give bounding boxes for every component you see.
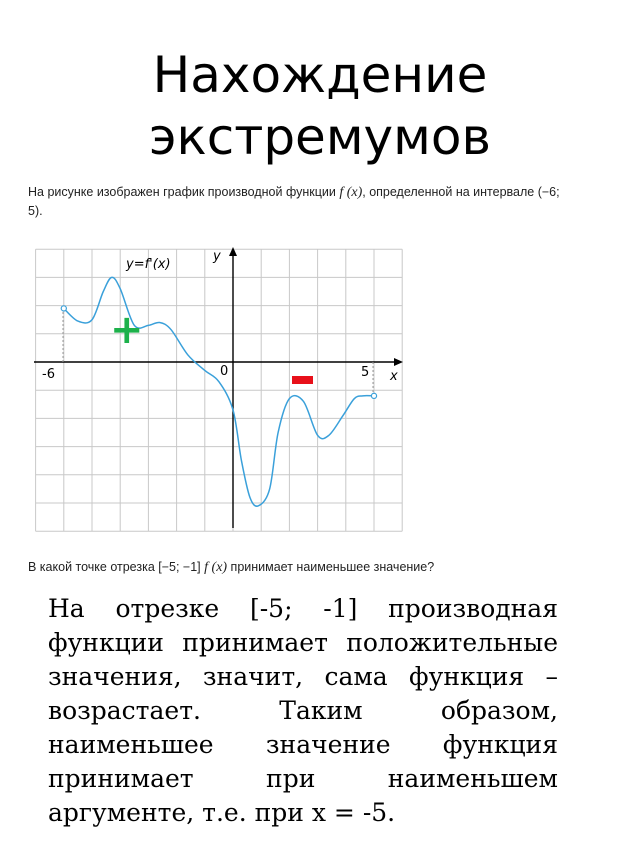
origin-label: 0 bbox=[220, 364, 229, 379]
derivative-graph bbox=[30, 242, 406, 536]
plus-sign: + bbox=[110, 307, 144, 353]
y-axis-label: y bbox=[213, 249, 221, 264]
graph-grid bbox=[36, 249, 403, 531]
y-axis-arrow bbox=[229, 247, 237, 256]
graph-axes bbox=[34, 247, 403, 528]
right-end-label: 5 bbox=[361, 365, 370, 380]
problem-text-after: , определенной на интервале (−6; 5). bbox=[28, 185, 560, 218]
problem-func: f (x) bbox=[339, 185, 363, 200]
x-axis-label: x bbox=[390, 369, 398, 384]
left-end-label: -6 bbox=[42, 367, 55, 382]
question-text-before: В какой точке отрезка [−5; −1] bbox=[28, 560, 205, 574]
curve-start-point bbox=[61, 306, 66, 311]
curve-end-point bbox=[371, 393, 376, 398]
problem-statement bbox=[28, 183, 568, 220]
question-func: f (x) bbox=[204, 560, 228, 575]
slide-title: Нахождение экстремумов bbox=[149, 46, 491, 166]
x-axis-arrow bbox=[394, 358, 403, 366]
minus-sign bbox=[292, 376, 313, 384]
answer-text: На отрезке [-5; -1] производная функции принимает положительные значения, значит, сама функция – возрастает. Таким образом, наименьшее значение функция принимает при наименьшем аргументе, т.е. при х = -5. bbox=[48, 594, 558, 827]
question-text-after: принимает наименьшее значение? bbox=[227, 560, 435, 574]
function-label: y=f'(x) bbox=[126, 257, 171, 272]
problem-text-before: На рисунке изображен график производной функции bbox=[28, 185, 340, 199]
question-statement bbox=[28, 559, 588, 576]
